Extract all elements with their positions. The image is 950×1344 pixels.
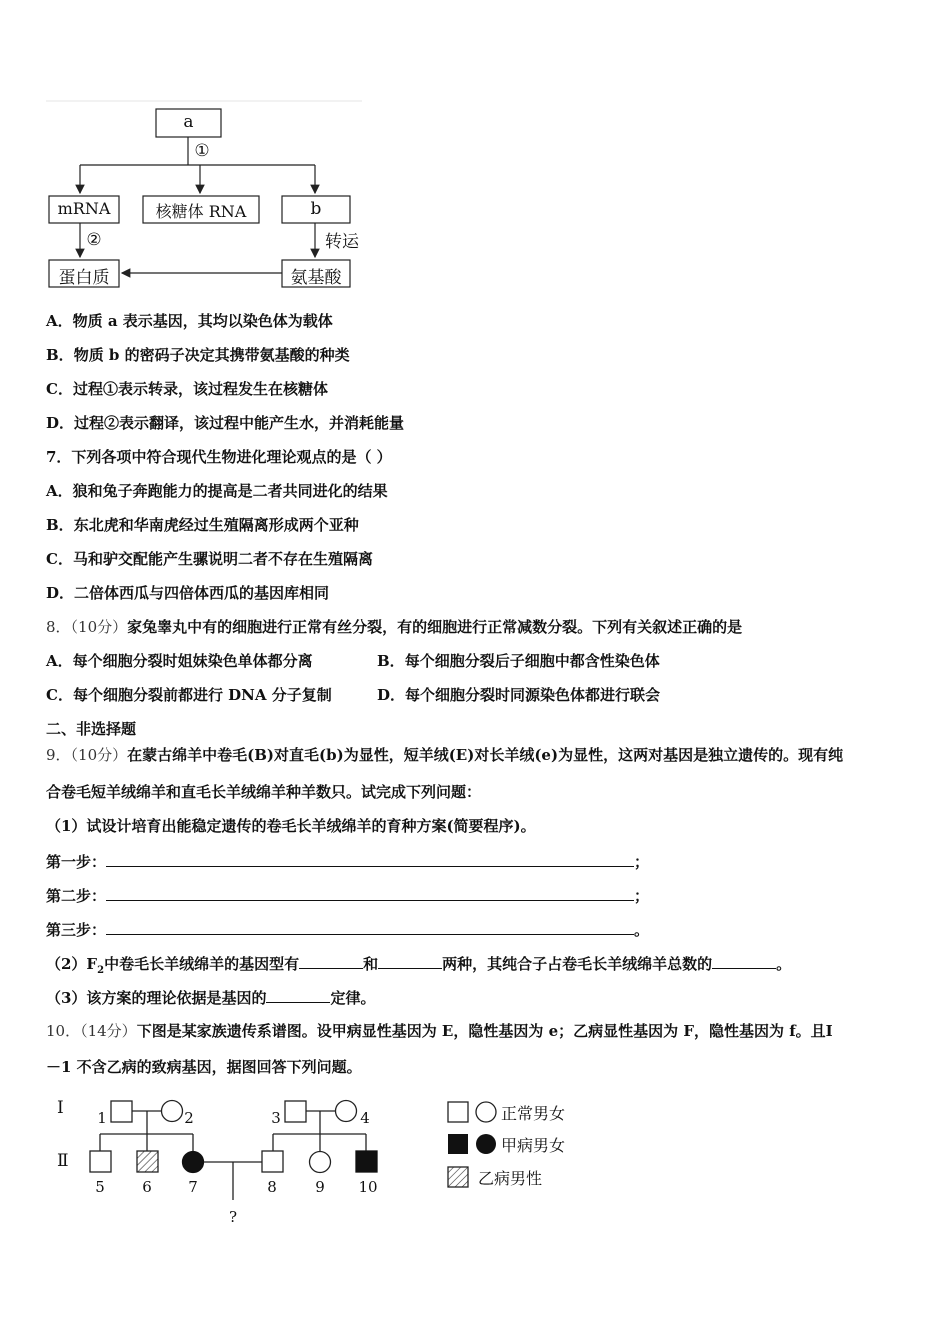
answer-blank[interactable] — [266, 987, 330, 1003]
q9-step1: 第一步： ； — [46, 853, 650, 871]
label-2: 2 — [184, 1109, 194, 1127]
label-3: 3 — [271, 1109, 281, 1127]
individual-i3 — [285, 1101, 306, 1122]
q6-option-d: D．过程②表示翻译，该过程中能产生水，并消耗能量 — [46, 414, 405, 432]
q6-option-b: B．物质 b 的密码子决定其携带氨基酸的种类 — [46, 346, 350, 364]
ribosomal-rna-label: 核糖体 RNA — [155, 202, 247, 221]
q8-option-b: B．每个细胞分裂后子细胞中都含性染色体 — [377, 652, 660, 670]
answer-blank[interactable] — [106, 919, 634, 935]
answer-blank[interactable] — [106, 885, 634, 901]
answer-blank[interactable] — [299, 953, 363, 969]
legend-disease-b-label: 乙病男性 — [478, 1169, 543, 1188]
answer-blank[interactable] — [712, 953, 776, 969]
legend-disease-a-female — [476, 1134, 496, 1154]
q8-option-d: D．每个细胞分裂时同源染色体都进行联会 — [377, 686, 661, 704]
label-6: 6 — [142, 1178, 152, 1196]
q7-option-c: C．马和驴交配能产生骡说明二者不存在生殖隔离 — [46, 550, 373, 568]
individual-ii10 — [356, 1151, 377, 1172]
step1-label: ① — [194, 141, 210, 161]
q10-stem-line2: －1 不含乙病的致病基因，据图回答下列问题。 — [46, 1058, 362, 1076]
box-a-label: a — [183, 112, 194, 132]
individual-ii6 — [137, 1151, 158, 1172]
q8-option-c: C．每个细胞分裂前都进行 DNA 分子复制 — [46, 686, 332, 704]
section-heading: 二、非选择题 — [46, 720, 137, 738]
label-8: 8 — [267, 1178, 277, 1196]
q7-stem: 7．下列各项中符合现代生物进化理论观点的是（ ） — [46, 448, 392, 466]
individual-ii8 — [262, 1151, 283, 1172]
q6-option-a: A．物质 a 表示基因，其均以染色体为载体 — [46, 312, 333, 330]
protein-label: 蛋白质 — [58, 268, 110, 288]
q9-stem-line1: 9．（10分）在蒙古绵羊中卷毛(B)对直毛(b)为显性，短羊绒(E)对长羊绒(e)为显性，这两对基因是独立遗传的。现有纯 — [46, 746, 844, 764]
generation-ii-label: Ⅱ — [57, 1151, 69, 1171]
q6-option-c: C．过程①表示转录，该过程发生在核糖体 — [46, 380, 328, 398]
box-b-label: b — [310, 199, 322, 219]
label-4: 4 — [360, 1109, 370, 1127]
q9-part1: （1）试设计培育出能稳定遗传的卷毛长羊绒绵羊的育种方案(简要程序)。 — [46, 817, 536, 835]
gene-expression-flowchart — [0, 0, 950, 300]
generation-i-label: Ⅰ — [57, 1098, 64, 1118]
q9-stem-line2: 合卷毛短羊绒绵羊和直毛长羊绒绵羊种羊数只。试完成下列问题： — [46, 783, 482, 801]
q10-stem-line1: 10．（14分）下图是某家族遗传系谱图。设甲病显性基因为 E，隐性基因为 e；乙病显性基因为 F，隐性基因为 f。且Ⅰ — [46, 1022, 833, 1040]
legend-normal-male — [448, 1102, 468, 1122]
q9-part2: $(2)F_2$中卷毛长羊绒绵羊的基因型有 和 两种，其纯合子占卷毛长羊绒绵羊总数的 。 — [46, 955, 792, 976]
label-child-unknown: ? — [228, 1208, 238, 1226]
legend-normal-label: 正常男女 — [501, 1104, 566, 1123]
label-9: 9 — [315, 1178, 325, 1196]
step2-label: ② — [86, 230, 102, 250]
individual-ii7 — [183, 1152, 204, 1173]
pedigree-chart — [0, 1090, 950, 1240]
q9-step3: 第三步： 。 — [46, 921, 650, 939]
individual-ii9 — [310, 1152, 331, 1173]
individual-ii5 — [90, 1151, 111, 1172]
legend-disease-a-male — [448, 1134, 468, 1154]
amino-acid-label: 氨基酸 — [290, 268, 342, 288]
label-1: 1 — [97, 1109, 107, 1127]
label-7: 7 — [188, 1178, 198, 1196]
mrna-label: mRNA — [57, 199, 111, 218]
legend-disease-b-male — [448, 1167, 468, 1187]
answer-blank[interactable] — [106, 851, 634, 867]
answer-blank[interactable] — [378, 953, 442, 969]
transport-label: 转运 — [325, 232, 359, 252]
q9-step2: 第二步： ； — [46, 887, 650, 905]
q7-option-d: D．二倍体西瓜与四倍体西瓜的基因库相同 — [46, 584, 330, 602]
q7-option-a: A．狼和兔子奔跑能力的提高是二者共同进化的结果 — [46, 482, 388, 500]
q8-stem: 8．（10分）家兔睾丸中有的细胞进行正常有丝分裂，有的细胞进行正常减数分裂。下列有关叙述正确的是 — [46, 618, 743, 636]
label-5: 5 — [95, 1178, 105, 1196]
legend-normal-female — [476, 1102, 496, 1122]
q9-part3: （3）该方案的理论依据是基因的 定律。 — [46, 989, 376, 1007]
legend-disease-a-label: 甲病男女 — [501, 1136, 566, 1155]
individual-i1 — [111, 1101, 132, 1122]
q8-option-a: A．每个细胞分裂时姐妹染色单体都分离 — [46, 652, 313, 670]
q7-option-b: B．东北虎和华南虎经过生殖隔离形成两个亚种 — [46, 516, 359, 534]
label-10: 10 — [358, 1178, 378, 1196]
